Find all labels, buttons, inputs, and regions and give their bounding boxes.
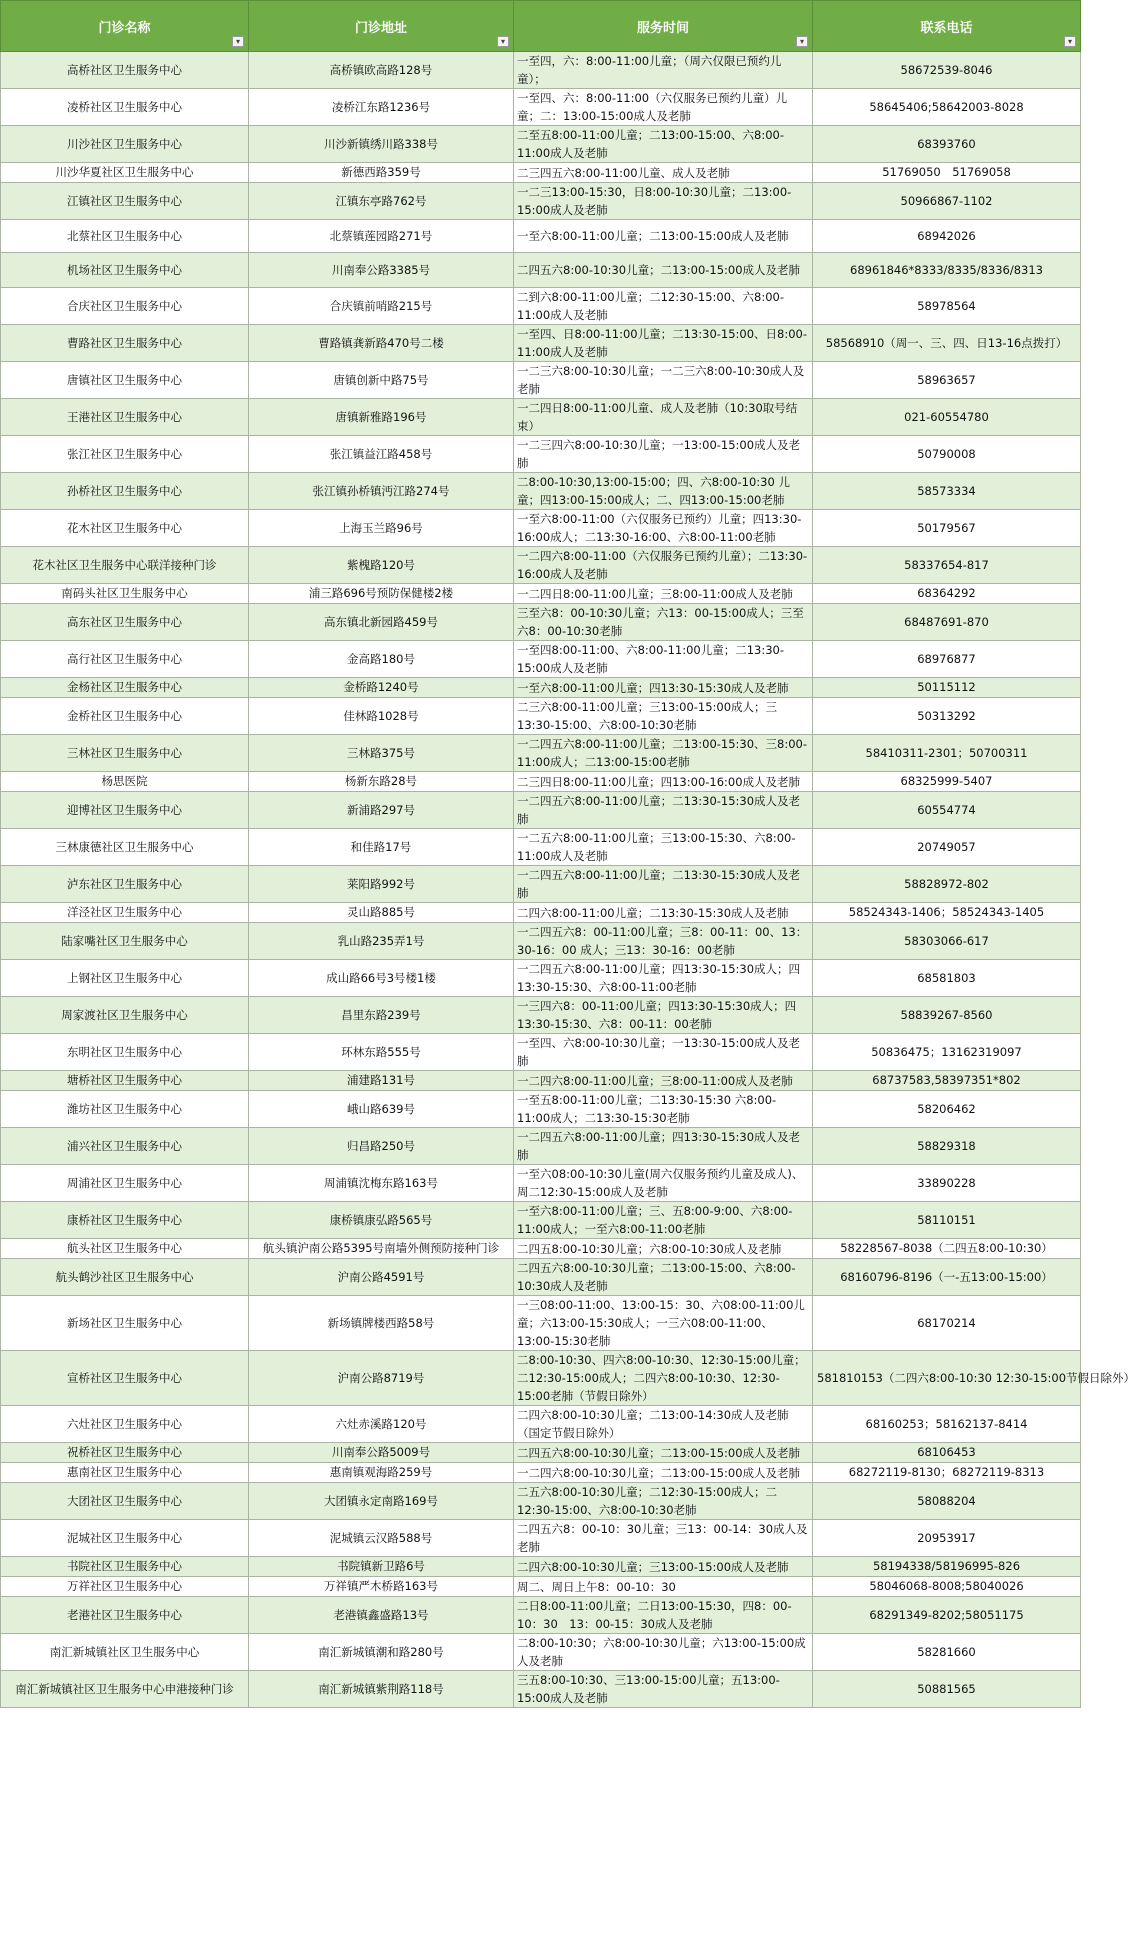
contact-phone-cell: 58573334 [813, 473, 1081, 510]
contact-phone-cell: 58194338/58196995-826 [813, 1557, 1081, 1577]
contact-phone-cell: 20749057 [813, 829, 1081, 866]
clinic-name-cell: 三林康德社区卫生服务中心 [1, 829, 249, 866]
clinic-name-cell: 六灶社区卫生服务中心 [1, 1406, 249, 1443]
clinic-address-cell: 张江镇益江路458号 [249, 436, 514, 473]
clinic-address-cell: 杨新东路28号 [249, 772, 514, 792]
table-row [1, 772, 1081, 792]
clinic-name-cell: 高桥社区卫生服务中心 [1, 52, 249, 89]
service-hours-cell: 二8:00-10:30,13:00-15:00；四、六8:00-10:30 儿童；四13:00-15:00成人；二、四13:00-15:00老肺 [514, 473, 813, 510]
table-row [1, 735, 1081, 772]
header-service-hours-label: 服务时间 [636, 20, 689, 36]
contact-phone-cell: 021-60554780 [813, 399, 1081, 436]
table-row [1, 1671, 1081, 1708]
clinic-address-cell: 沪南公路8719号 [249, 1351, 514, 1406]
clinic-address-cell: 康桥镇康弘路565号 [249, 1202, 514, 1239]
contact-phone-cell: 58978564 [813, 288, 1081, 325]
clinic-address-cell: 新浦路297号 [249, 792, 514, 829]
service-hours-cell: 一二三六8:00-10:30儿童；一二三六8:00-10:30成人及老肺 [514, 362, 813, 399]
clinic-address-cell: 凌桥江东路1236号 [249, 89, 514, 126]
clinic-address-cell: 川沙新镇绣川路338号 [249, 126, 514, 163]
header-contact-phone [813, 1, 1081, 52]
clinic-address-cell: 成山路66号3号楼1楼 [249, 960, 514, 997]
clinic-address-cell: 和佳路17号 [249, 829, 514, 866]
service-hours-cell: 一二五六8:00-11:00儿童；三13:00-15:30、六8:00-11:00成人及老肺 [514, 829, 813, 866]
contact-phone-cell: 58829318 [813, 1128, 1081, 1165]
table-row [1, 473, 1081, 510]
contact-phone-cell: 58645406;58642003-8028 [813, 89, 1081, 126]
contact-phone-cell: 581810153（二四六8:00-10:30 12:30-15:00节假日除外） [813, 1351, 1081, 1406]
contact-phone-cell: 20953917 [813, 1520, 1081, 1557]
table-row [1, 126, 1081, 163]
contact-phone-cell: 68272119-8130；68272119-8313 [813, 1463, 1081, 1483]
clinic-name-cell: 周浦社区卫生服务中心 [1, 1165, 249, 1202]
table-row [1, 1091, 1081, 1128]
service-hours-cell: 一二四五六8：00-11:00儿童；三8：00-11：00、13：30-16：00 成人；三13：30-16：00老肺 [514, 923, 813, 960]
clinic-address-cell: 江镇东亭路762号 [249, 183, 514, 220]
clinic-name-cell: 高东社区卫生服务中心 [1, 604, 249, 641]
contact-phone-cell: 68170214 [813, 1296, 1081, 1351]
clinic-address-cell: 沪南公路4591号 [249, 1259, 514, 1296]
contact-phone-cell: 50313292 [813, 698, 1081, 735]
service-hours-cell: 二8:00-10:30、四六8:00-10:30、12:30-15:00儿童；二12:30-15:00成人；二四六8:00-10:30、12:30-15:00老肺（节假日除外） [514, 1351, 813, 1406]
clinic-address-cell: 惠南镇观海路259号 [249, 1463, 514, 1483]
contact-phone-cell: 58281660 [813, 1634, 1081, 1671]
clinic-address-cell: 唐镇创新中路75号 [249, 362, 514, 399]
clinic-name-cell: 宣桥社区卫生服务中心 [1, 1351, 249, 1406]
service-hours-cell: 二到六8:00-11:00儿童；二12:30-15:00、六8:00-11:00成人及老肺 [514, 288, 813, 325]
contact-phone-cell: 68961846*8333/8335/8336/8313 [813, 253, 1081, 288]
table-row [1, 362, 1081, 399]
clinic-address-cell: 乳山路235弄1号 [249, 923, 514, 960]
service-hours-cell: 一二三四六8:00-10:30儿童；一13:00-15:00成人及老肺 [514, 436, 813, 473]
clinic-name-cell: 张江社区卫生服务中心 [1, 436, 249, 473]
clinic-name-cell: 合庆社区卫生服务中心 [1, 288, 249, 325]
service-hours-cell: 一二四五六8:00-11:00儿童；四13:30-15:30成人及老肺 [514, 1128, 813, 1165]
clinic-name-cell: 新场社区卫生服务中心 [1, 1296, 249, 1351]
contact-phone-cell: 68581803 [813, 960, 1081, 997]
table-row [1, 547, 1081, 584]
contact-phone-cell: 50179567 [813, 510, 1081, 547]
table-row [1, 163, 1081, 183]
service-hours-cell: 二至五8:00-11:00儿童；二13:00-15:00、六8:00-11:00成人及老肺 [514, 126, 813, 163]
contact-phone-cell: 50966867-1102 [813, 183, 1081, 220]
contact-phone-cell: 58568910（周一、三、四、日13-16点拨打） [813, 325, 1081, 362]
service-hours-cell: 二四五六8：00-10：30儿童；三13：00-14：30成人及老肺 [514, 1520, 813, 1557]
service-hours-cell: 一二四五六8:00-11:00儿童；二13:30-15:30成人及老肺 [514, 866, 813, 903]
service-hours-cell: 一三四六8：00-11:00儿童；四13:30-15:30成人；四13:30-15:30、六8：00-11：00老肺 [514, 997, 813, 1034]
contact-phone-cell: 68942026 [813, 220, 1081, 253]
clinic-name-cell: 川沙华夏社区卫生服务中心 [1, 163, 249, 183]
contact-phone-cell: 58206462 [813, 1091, 1081, 1128]
clinic-address-cell: 万祥镇严木桥路163号 [249, 1577, 514, 1597]
contact-phone-cell: 50836475；13162319097 [813, 1034, 1081, 1071]
clinic-address-cell: 紫槐路120号 [249, 547, 514, 584]
service-hours-cell: 一二三13:00-15:30，日8:00-10:30儿童；二13:00-15:00成人及老肺 [514, 183, 813, 220]
contact-phone-cell: 68976877 [813, 641, 1081, 678]
table-row [1, 903, 1081, 923]
table-row [1, 1351, 1081, 1406]
table-row [1, 641, 1081, 678]
clinic-address-cell: 昌里东路239号 [249, 997, 514, 1034]
table-row [1, 399, 1081, 436]
contact-phone-cell: 68737583,58397351*802 [813, 1071, 1081, 1091]
clinic-address-cell: 浦建路131号 [249, 1071, 514, 1091]
clinic-address-cell: 合庆镇前哨路215号 [249, 288, 514, 325]
table-row [1, 325, 1081, 362]
table-row [1, 183, 1081, 220]
table-row [1, 1443, 1081, 1463]
clinic-name-cell: 老港社区卫生服务中心 [1, 1597, 249, 1634]
clinic-address-cell: 唐镇新雅路196号 [249, 399, 514, 436]
clinic-address-cell: 新场镇牌楼西路58号 [249, 1296, 514, 1351]
clinic-name-cell: 机场社区卫生服务中心 [1, 253, 249, 288]
contact-phone-cell: 58828972-802 [813, 866, 1081, 903]
table-row [1, 220, 1081, 253]
clinic-address-cell: 高东镇北新园路459号 [249, 604, 514, 641]
header-clinic-name-label: 门诊名称 [98, 20, 151, 36]
clinic-name-cell: 周家渡社区卫生服务中心 [1, 997, 249, 1034]
contact-phone-cell: 58046068-8008;58040026 [813, 1577, 1081, 1597]
table-row [1, 1071, 1081, 1091]
service-hours-cell: 二日8:00-11:00儿童；二日13:00-15:30，四8：00-10：30 13：00-15：30成人及老肺 [514, 1597, 813, 1634]
clinic-address-cell: 北蔡镇莲园路271号 [249, 220, 514, 253]
clinic-name-cell: 川沙社区卫生服务中心 [1, 126, 249, 163]
service-hours-cell: 一二四日8:00-11:00儿童；三8:00-11:00成人及老肺 [514, 584, 813, 604]
header-clinic-name [1, 1, 249, 52]
contact-phone-cell: 58839267-8560 [813, 997, 1081, 1034]
clinic-name-cell: 泥城社区卫生服务中心 [1, 1520, 249, 1557]
service-hours-cell: 一至六8:00-11:00儿童；二13:00-15:00成人及老肺 [514, 220, 813, 253]
service-hours-cell: 一二四六8:00-11:00（六仅服务已预约儿童）；二13:30-16:00成人及老肺 [514, 547, 813, 584]
table-row [1, 1634, 1081, 1671]
clinic-address-cell: 金桥路1240号 [249, 678, 514, 698]
table-row [1, 1577, 1081, 1597]
table-row [1, 1463, 1081, 1483]
clinic-name-cell: 航头社区卫生服务中心 [1, 1239, 249, 1259]
clinic-name-cell: 王港社区卫生服务中心 [1, 399, 249, 436]
filter-dropdown-icon[interactable]: ▾ [232, 36, 244, 47]
service-hours-cell: 一三08:00-11:00、13:00-15：30、六08:00-11:00儿童；六13:00-15:30成人；一三六08:00-11:00、13:00-15:30老肺 [514, 1296, 813, 1351]
table-row [1, 1406, 1081, 1443]
clinic-address-cell: 上海玉兰路96号 [249, 510, 514, 547]
clinic-name-cell: 书院社区卫生服务中心 [1, 1557, 249, 1577]
service-hours-cell: 二三六8:00-11:00儿童；三13:00-15:00成人；三13:30-15:00、六8:00-10:30老肺 [514, 698, 813, 735]
table-row [1, 604, 1081, 641]
table-row [1, 1239, 1081, 1259]
table-row [1, 1165, 1081, 1202]
table-row [1, 584, 1081, 604]
clinic-name-cell: 祝桥社区卫生服务中心 [1, 1443, 249, 1463]
service-hours-cell: 一至四、六：8:00-11:00（六仅服务已预约儿童）儿童；二：13:00-15:00成人及老肺 [514, 89, 813, 126]
clinic-name-cell: 康桥社区卫生服务中心 [1, 1202, 249, 1239]
contact-phone-cell: 68364292 [813, 584, 1081, 604]
contact-phone-cell: 58303066-617 [813, 923, 1081, 960]
clinic-name-cell: 南汇新城镇社区卫生服务中心 [1, 1634, 249, 1671]
table-row [1, 866, 1081, 903]
clinic-name-cell: 曹路社区卫生服务中心 [1, 325, 249, 362]
table-row [1, 510, 1081, 547]
clinic-name-cell: 杨思医院 [1, 772, 249, 792]
clinic-name-cell: 金桥社区卫生服务中心 [1, 698, 249, 735]
service-hours-cell: 一至六8:00-11:00儿童；三、五8:00-9:00、六8:00-11:00成人；一至六8:00-11:00老肺 [514, 1202, 813, 1239]
clinic-name-cell: 浦兴社区卫生服务中心 [1, 1128, 249, 1165]
contact-phone-cell: 51769050 51769058 [813, 163, 1081, 183]
clinic-name-cell: 惠南社区卫生服务中心 [1, 1463, 249, 1483]
table-row [1, 1557, 1081, 1577]
table-row [1, 89, 1081, 126]
service-hours-cell: 一二四六8:00-10:30儿童；二13:00-15:00成人及老肺 [514, 1463, 813, 1483]
clinic-address-cell: 三林路375号 [249, 735, 514, 772]
clinic-name-cell: 万祥社区卫生服务中心 [1, 1577, 249, 1597]
clinic-name-cell: 南汇新城镇社区卫生服务中心申港接种门诊 [1, 1671, 249, 1708]
clinic-address-cell: 六灶赤溪路120号 [249, 1406, 514, 1443]
contact-phone-cell: 58228567-8038（二四五8:00-10:30） [813, 1239, 1081, 1259]
table-row [1, 1259, 1081, 1296]
service-hours-cell: 一至四，六：8:00-11:00儿童；（周六仅限已预约儿童）； [514, 52, 813, 89]
header-contact-phone-label: 联系电话 [920, 20, 973, 36]
filter-dropdown-icon[interactable]: ▾ [1064, 36, 1076, 47]
service-hours-cell: 一至四、日8:00-11:00儿童；二13:30-15:00、日8:00-11:00成人及老肺 [514, 325, 813, 362]
clinic-name-cell: 航头鹤沙社区卫生服务中心 [1, 1259, 249, 1296]
clinic-address-cell: 莱阳路992号 [249, 866, 514, 903]
contact-phone-cell: 68393760 [813, 126, 1081, 163]
table-row [1, 1202, 1081, 1239]
table-row [1, 436, 1081, 473]
service-hours-cell: 一二四日8:00-11:00儿童、成人及老肺（10:30取号结束） [514, 399, 813, 436]
clinic-address-cell: 灵山路885号 [249, 903, 514, 923]
service-hours-cell: 二四五六8:00-10:30儿童；二13:00-15:00成人及老肺 [514, 253, 813, 288]
contact-phone-cell: 60554774 [813, 792, 1081, 829]
service-hours-cell: 三五8:00-10:30、三13:00-15:00儿童；五13:00-15:00成人及老肺 [514, 1671, 813, 1708]
table-row [1, 52, 1081, 89]
clinic-name-cell: 上钢社区卫生服务中心 [1, 960, 249, 997]
contact-phone-cell: 58963657 [813, 362, 1081, 399]
clinic-address-cell: 书院镇新卫路6号 [249, 1557, 514, 1577]
service-hours-cell: 一至六08:00-10:30儿童(周六仅服务预约儿童及成人)、周二12:30-15:00成人及老肺 [514, 1165, 813, 1202]
filter-dropdown-icon[interactable]: ▾ [796, 36, 808, 47]
contact-phone-cell: 50881565 [813, 1671, 1081, 1708]
clinic-address-cell: 曹路镇龚新路470号二楼 [249, 325, 514, 362]
table-row [1, 1128, 1081, 1165]
clinic-address-cell: 归昌路250号 [249, 1128, 514, 1165]
clinic-name-cell: 塘桥社区卫生服务中心 [1, 1071, 249, 1091]
table-row [1, 960, 1081, 997]
service-hours-cell: 二四五六8:00-10:30儿童；二13:00-15:00、六8:00-10:30成人及老肺 [514, 1259, 813, 1296]
header-row [1, 1, 1081, 52]
clinic-address-cell: 周浦镇沈梅东路163号 [249, 1165, 514, 1202]
service-hours-cell: 一至四、六8:00-10:30儿童；一13:30-15:00成人及老肺 [514, 1034, 813, 1071]
contact-phone-cell: 50115112 [813, 678, 1081, 698]
clinic-address-cell: 峨山路639号 [249, 1091, 514, 1128]
clinic-name-cell: 东明社区卫生服务中心 [1, 1034, 249, 1071]
service-hours-cell: 一二四六8:00-11:00儿童；三8:00-11:00成人及老肺 [514, 1071, 813, 1091]
table-row [1, 1520, 1081, 1557]
clinic-name-cell: 江镇社区卫生服务中心 [1, 183, 249, 220]
service-hours-cell: 周二、周日上午8：00-10：30 [514, 1577, 813, 1597]
clinic-name-cell: 高行社区卫生服务中心 [1, 641, 249, 678]
table-row [1, 1597, 1081, 1634]
service-hours-cell: 一至六8:00-11:00儿童；四13:30-15:30成人及老肺 [514, 678, 813, 698]
contact-phone-cell: 58410311-2301；50700311 [813, 735, 1081, 772]
service-hours-cell: 一至六8:00-11:00（六仅服务已预约）儿童；四13:30-16:00成人；二13:30-16:00、六8:00-11:00老肺 [514, 510, 813, 547]
contact-phone-cell: 58672539-8046 [813, 52, 1081, 89]
contact-phone-cell: 50790008 [813, 436, 1081, 473]
table-row [1, 678, 1081, 698]
clinic-address-cell: 老港镇鑫盛路13号 [249, 1597, 514, 1634]
clinic-name-cell: 孙桥社区卫生服务中心 [1, 473, 249, 510]
clinic-name-cell: 北蔡社区卫生服务中心 [1, 220, 249, 253]
table-row [1, 997, 1081, 1034]
clinic-address-cell: 川南奉公路5009号 [249, 1443, 514, 1463]
table-row [1, 923, 1081, 960]
service-hours-cell: 一至四8:00-11:00、六8:00-11:00儿童；二13:30-15:00成人及老肺 [514, 641, 813, 678]
service-hours-cell: 二8:00-10:30；六8:00-10:30儿童；六13:00-15:00成人及老肺 [514, 1634, 813, 1671]
clinic-name-cell: 凌桥社区卫生服务中心 [1, 89, 249, 126]
clinic-name-cell: 洋泾社区卫生服务中心 [1, 903, 249, 923]
clinic-address-cell: 张江镇孙桥镇沔江路274号 [249, 473, 514, 510]
clinic-address-cell: 大团镇永定南路169号 [249, 1483, 514, 1520]
contact-phone-cell: 68487691-870 [813, 604, 1081, 641]
table-body [1, 52, 1135, 1708]
header-clinic-address-label: 门诊地址 [354, 20, 407, 36]
service-hours-cell: 二四六8:00-11:00儿童；二13:30-15:30成人及老肺 [514, 903, 813, 923]
table-row [1, 698, 1081, 735]
clinic-address-cell: 川南奉公路3385号 [249, 253, 514, 288]
header-service-hours [514, 1, 813, 52]
contact-phone-cell: 58524343-1406；58524343-1405 [813, 903, 1081, 923]
clinic-address-cell: 高桥镇欧高路128号 [249, 52, 514, 89]
clinic-name-cell: 南码头社区卫生服务中心 [1, 584, 249, 604]
clinic-address-cell: 佳林路1028号 [249, 698, 514, 735]
service-hours-cell: 二四六8:00-10:30儿童；二13:00-14:30成人及老肺（国定节假日除外） [514, 1406, 813, 1443]
table-row [1, 288, 1081, 325]
service-hours-cell: 一二四五六8:00-11:00儿童；二13:30-15:30成人及老肺 [514, 792, 813, 829]
clinic-address-cell: 环林东路555号 [249, 1034, 514, 1071]
service-hours-cell: 二四五8:00-10:30儿童；六8:00-10:30成人及老肺 [514, 1239, 813, 1259]
clinic-name-cell: 潍坊社区卫生服务中心 [1, 1091, 249, 1128]
clinic-name-cell: 泸东社区卫生服务中心 [1, 866, 249, 903]
service-hours-cell: 二三四日8:00-11:00儿童；四13:00-16:00成人及老肺 [514, 772, 813, 792]
service-hours-cell: 一二四五六8:00-11:00儿童；二13:00-15:30、三8:00-11:00成人；二13:00-15:00老肺 [514, 735, 813, 772]
service-hours-cell: 一二四五六8:00-11:00儿童；四13:30-15:30成人；四13:30-15:30、六8:00-11:00老肺 [514, 960, 813, 997]
clinic-name-cell: 三林社区卫生服务中心 [1, 735, 249, 772]
table-row [1, 1034, 1081, 1071]
service-hours-cell: 二四五六8:00-10:30儿童；二13:00-15:00成人及老肺 [514, 1443, 813, 1463]
service-hours-cell: 二三四五六8:00-11:00儿童、成人及老肺 [514, 163, 813, 183]
contact-phone-cell: 68160253；58162137-8414 [813, 1406, 1081, 1443]
contact-phone-cell: 68291349-8202;58051175 [813, 1597, 1081, 1634]
clinic-address-cell: 南汇新城镇潮和路280号 [249, 1634, 514, 1671]
table-row [1, 1483, 1081, 1520]
clinic-name-cell: 大团社区卫生服务中心 [1, 1483, 249, 1520]
filter-dropdown-icon[interactable]: ▾ [497, 36, 509, 47]
clinic-address-cell: 新德西路359号 [249, 163, 514, 183]
clinic-name-cell: 陆家嘴社区卫生服务中心 [1, 923, 249, 960]
contact-phone-cell: 58110151 [813, 1202, 1081, 1239]
clinic-name-cell: 唐镇社区卫生服务中心 [1, 362, 249, 399]
contact-phone-cell: 68325999-5407 [813, 772, 1081, 792]
clinic-name-cell: 花木社区卫生服务中心联洋接种门诊 [1, 547, 249, 584]
service-hours-cell: 二四六8:00-10:30儿童；三13:00-15:00成人及老肺 [514, 1557, 813, 1577]
service-hours-cell: 一至五8:00-11:00儿童；二13:30-15:30 六8:00-11:00成人；二13:30-15:30老肺 [514, 1091, 813, 1128]
contact-phone-cell: 68106453 [813, 1443, 1081, 1463]
clinic-address-cell: 金高路180号 [249, 641, 514, 678]
clinic-name-cell: 金杨社区卫生服务中心 [1, 678, 249, 698]
contact-phone-cell: 33890228 [813, 1165, 1081, 1202]
contact-phone-cell: 58337654-817 [813, 547, 1081, 584]
clinic-address-cell: 航头镇沪南公路5395号南墙外侧预防接种门诊 [249, 1239, 514, 1259]
clinic-name-cell: 迎博社区卫生服务中心 [1, 792, 249, 829]
table-row [1, 1296, 1081, 1351]
clinic-address-cell: 南汇新城镇紫荆路118号 [249, 1671, 514, 1708]
clinic-address-cell: 泥城镇云汉路588号 [249, 1520, 514, 1557]
clinic-address-cell: 浦三路696号预防保健楼2楼 [249, 584, 514, 604]
contact-phone-cell: 58088204 [813, 1483, 1081, 1520]
clinic-name-cell: 花木社区卫生服务中心 [1, 510, 249, 547]
table-row [1, 829, 1081, 866]
contact-phone-cell: 68160796-8196（一-五13:00-15:00） [813, 1259, 1081, 1296]
service-hours-cell: 三至六8：00-10:30儿童；六13：00-15:00成人；三至六8：00-10:30老肺 [514, 604, 813, 641]
service-hours-cell: 二五六8:00-10:30儿童；二12:30-15:00成人；二12:30-15:00、六8:00-10:30老肺 [514, 1483, 813, 1520]
table-row [1, 253, 1081, 288]
header-clinic-address [249, 1, 514, 52]
table-row [1, 792, 1081, 829]
